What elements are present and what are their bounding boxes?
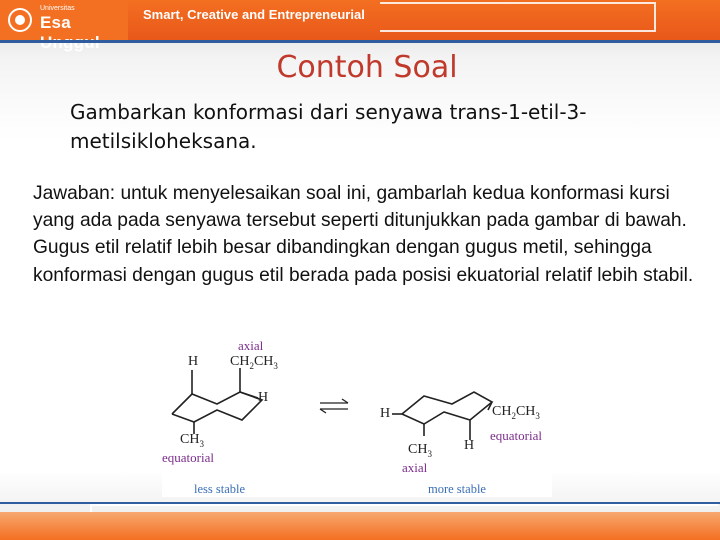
right-equatorial-label: equatorial [490, 428, 542, 443]
right-methyl-group: $CH_3$ [408, 442, 432, 459]
logo-subtitle: Universitas [40, 5, 75, 12]
equilibrium-arrow-icon [320, 399, 348, 413]
chair-conformation-figure [162, 332, 552, 497]
question-line-1: Gambarkan konformasi dari senyawa trans-1-etil-3- [70, 100, 587, 124]
answer-text: Jawaban: untuk menyelesaikan soal ini, gambarlah kedua konformasi kursi yang ada pada senyawa tersebut seperti ditunjukkan pada gambar di bawah. Gugus etil relatif lebih besar dibandingkan dengan gugus metil, sehingga konformasi dengan gugus etil berada pada posisi ekuatorial relatif lebih stabil. [33, 183, 694, 286]
right-axial-label: axial [402, 460, 428, 475]
right-chair-ring [392, 392, 492, 440]
left-equatorial-label: equatorial [162, 450, 214, 465]
left-axial-label: axial [238, 338, 264, 353]
footer-banner [0, 512, 720, 540]
logo-name: Esa [40, 13, 71, 32]
right-h-bottom: H [464, 438, 475, 453]
left-h-top: H [188, 354, 199, 369]
question-text [70, 98, 680, 156]
slide-title: Contoh Soal [276, 50, 458, 85]
question-line-2: metilsikloheksana. [70, 129, 257, 153]
right-stability-label: more stable [428, 482, 486, 496]
left-chair-ring [172, 368, 262, 434]
header-decoration [380, 2, 656, 32]
header-tagline: Smart, Creative and Entrepreneurial [143, 7, 365, 22]
left-h-right: H [258, 390, 269, 405]
left-ethyl-group: $CH_2CH_3$ [230, 354, 278, 371]
left-stability-label: less stable [194, 482, 246, 496]
right-h-left: H [380, 406, 391, 421]
left-methyl-group: $CH_3$ [180, 432, 204, 449]
header-divider [0, 40, 720, 43]
logo-emblem-icon [8, 8, 32, 32]
right-ethyl-group: $CH_2CH_3$ [492, 404, 540, 421]
university-logo [0, 0, 128, 40]
